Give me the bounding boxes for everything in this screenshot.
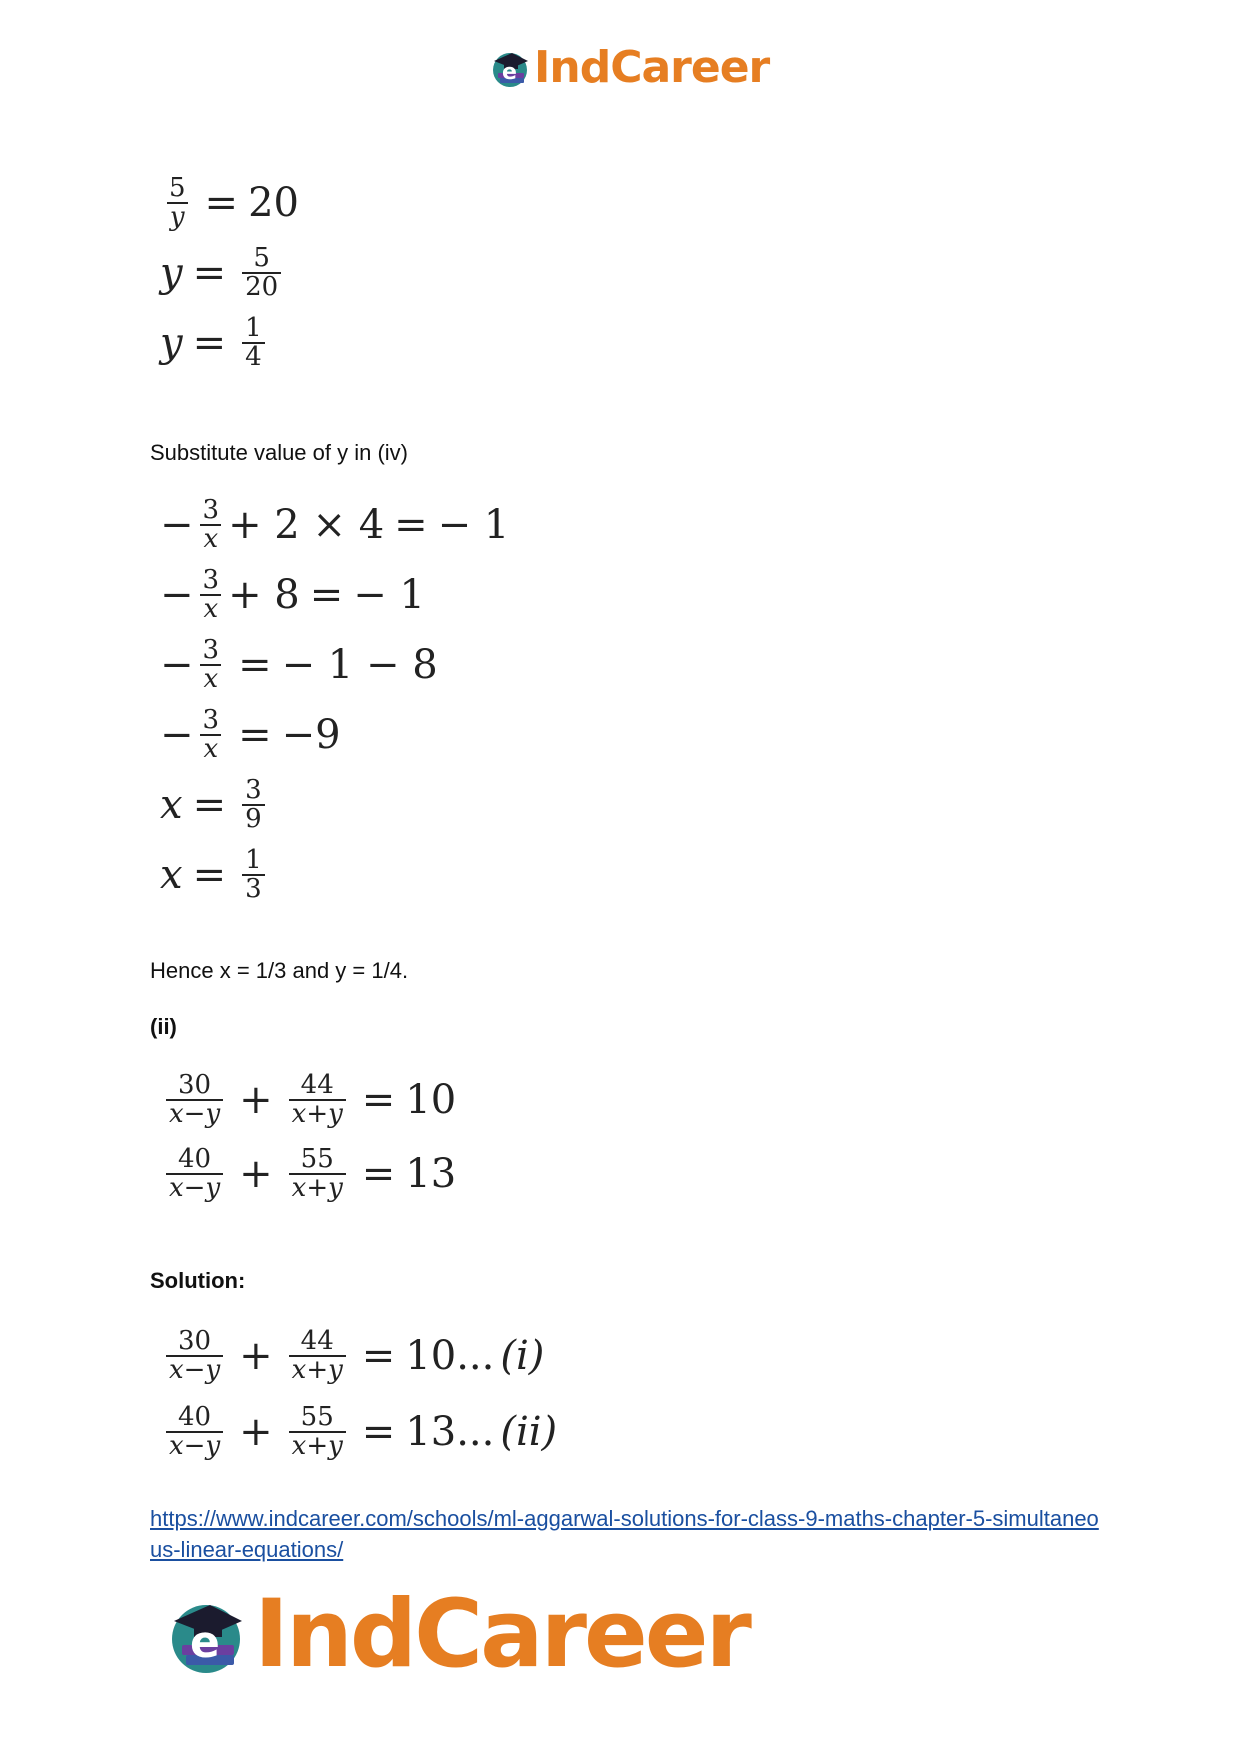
- substitute-text: Substitute value of y in (iv): [150, 440, 409, 465]
- equation-row: x = $\frac{1}{3}$: [160, 840, 509, 910]
- equation-row: y = $\frac{1}{4}$: [160, 308, 299, 378]
- fraction: $\frac{1}{3}$: [242, 847, 265, 904]
- fraction: $\frac{40}{x-y}$: [166, 1404, 223, 1461]
- equation-row: − $\frac{3}{x}$ = −9: [160, 704, 341, 764]
- equation-block-b: [160, 490, 509, 910]
- svg-text:e: e: [502, 59, 517, 85]
- graduation-cap-books-icon: [488, 46, 532, 90]
- equation-row: $\frac{5}{y}$ = 20: [160, 168, 299, 238]
- equation-row: $\frac{30}{x-y}$ + $\frac{44}{x+y}$ = 10... (i): [160, 1318, 557, 1394]
- fraction: $\frac{1}{4}$: [242, 315, 265, 372]
- source-link[interactable]: https://www.indcareer.com/schools/ml-aggarwal-solutions-for-class-9-maths-chapter-5-simultaneous-linear-equations/: [150, 1506, 1099, 1562]
- fraction: $\frac{5}{20}$: [242, 245, 281, 302]
- fraction: $\frac{30}{x-y}$: [166, 1328, 223, 1385]
- fraction: $\frac{44}{x+y}$: [289, 1072, 346, 1129]
- fraction: $\frac{44}{x+y}$: [289, 1328, 346, 1385]
- svg-text:e: e: [190, 1616, 220, 1668]
- fraction: $\frac{40}{x-y}$: [166, 1146, 223, 1203]
- equation-row: − $\frac{3}{x}$ = − 1 − 8: [160, 634, 438, 694]
- header-logo: [488, 42, 769, 93]
- hence-text: Hence x = 1/3 and y = 1/4.: [150, 958, 409, 983]
- equation-row: y = $\frac{5}{20}$: [160, 238, 299, 308]
- fraction: $\frac{30}{x-y}$: [166, 1072, 223, 1129]
- solution-label: Solution:: [150, 1268, 246, 1293]
- part-ii-label: (ii): [150, 1014, 177, 1039]
- brand-name: IndCareer: [534, 42, 770, 93]
- fraction: $\frac{3}{x}$: [200, 567, 223, 624]
- fraction: $\frac{3}{x}$: [200, 637, 223, 694]
- fraction: $\frac{5}{y}$: [166, 175, 189, 232]
- question-equations: [160, 1063, 456, 1211]
- fraction: $\frac{3}{9}$: [242, 777, 265, 834]
- brand-name: IndCareer: [254, 1580, 749, 1689]
- fraction: $\frac{3}{x}$: [200, 497, 223, 554]
- graduation-cap-books-icon: [162, 1591, 250, 1679]
- fraction: $\frac{55}{x+y}$: [289, 1146, 346, 1203]
- fraction: $\frac{55}{x+y}$: [289, 1404, 346, 1461]
- equation-row: − $\frac{3}{x}$ + 8 = − 1: [160, 564, 425, 624]
- equation-row: − $\frac{3}{x}$ + 2 × 4 = − 1: [160, 494, 510, 554]
- equation-row: $\frac{30}{x-y}$ + $\frac{44}{x+y}$ = 10: [160, 1063, 456, 1137]
- equation-row: $\frac{40}{x-y}$ + $\frac{55}{x+y}$ = 13... (ii): [160, 1394, 557, 1470]
- fraction: $\frac{3}{x}$: [200, 707, 223, 764]
- equation-block-a: [160, 168, 299, 378]
- equation-row: x = $\frac{3}{9}$: [160, 770, 509, 840]
- solution-equations: [160, 1318, 557, 1470]
- footer-logo: [162, 1580, 749, 1689]
- equation-row: $\frac{40}{x-y}$ + $\frac{55}{x+y}$ = 13: [160, 1137, 456, 1211]
